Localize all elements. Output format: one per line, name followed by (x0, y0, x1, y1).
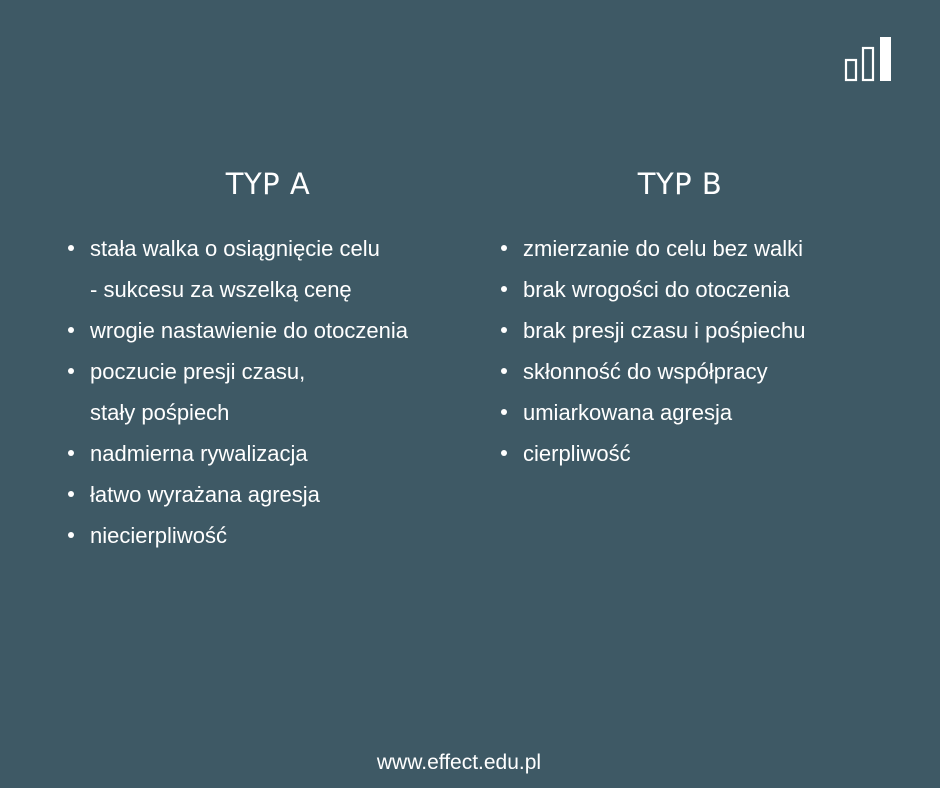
list-item-text: łatwo wyrażana agresja (90, 482, 320, 507)
list-item (523, 433, 903, 474)
list-item (523, 351, 903, 392)
list-item-text-continued: stały pośpiech (90, 400, 230, 425)
bullet-icon (68, 245, 74, 251)
type-b-list (523, 228, 903, 474)
footer-website-url: www.effect.edu.pl (376, 751, 542, 774)
list-item (523, 392, 903, 433)
list-item-text: niecierpliwość (90, 523, 227, 548)
bullet-icon (68, 327, 74, 333)
list-item-text: zmierzanie do celu bez walki (523, 236, 804, 261)
list-item (90, 310, 470, 351)
list-item (90, 433, 470, 474)
list-item (90, 474, 470, 515)
list-item-text: brak wrogości do otoczenia (523, 277, 790, 302)
list-item-text: brak presji czasu i pośpiechu (523, 318, 806, 343)
type-a-list (90, 228, 470, 556)
list-item-text: poczucie presji czasu, (90, 359, 306, 384)
bullet-icon (501, 327, 507, 333)
bullet-icon (501, 450, 507, 456)
bullet-icon (68, 450, 74, 456)
list-item (90, 515, 470, 556)
list-item-text-continued: - sukcesu za wszelką cenę (90, 277, 352, 302)
list-item-text: stała walka o osiągnięcie celu (90, 236, 380, 261)
bullet-icon (501, 245, 507, 251)
bullet-icon (501, 368, 507, 374)
list-item-text: wrogie nastawienie do otoczenia (90, 318, 408, 343)
list-item (523, 228, 903, 269)
type-b-heading: TYP B (637, 167, 723, 201)
list-item-text: skłonność do współpracy (523, 359, 768, 384)
list-item (523, 269, 903, 310)
bullet-icon (68, 368, 74, 374)
type-a-heading: TYP A (225, 167, 311, 201)
list-item (90, 228, 470, 310)
bullet-icon (501, 286, 507, 292)
bullet-icon (501, 409, 507, 415)
list-item (90, 351, 470, 433)
list-item (523, 310, 903, 351)
bar-chart-logo-icon (843, 36, 893, 82)
list-item-text: nadmierna rywalizacja (90, 441, 308, 466)
list-item-text: umiarkowana agresja (523, 400, 733, 425)
bullet-icon (68, 532, 74, 538)
list-item-text: cierpliwość (523, 441, 631, 466)
bullet-icon (68, 491, 74, 497)
